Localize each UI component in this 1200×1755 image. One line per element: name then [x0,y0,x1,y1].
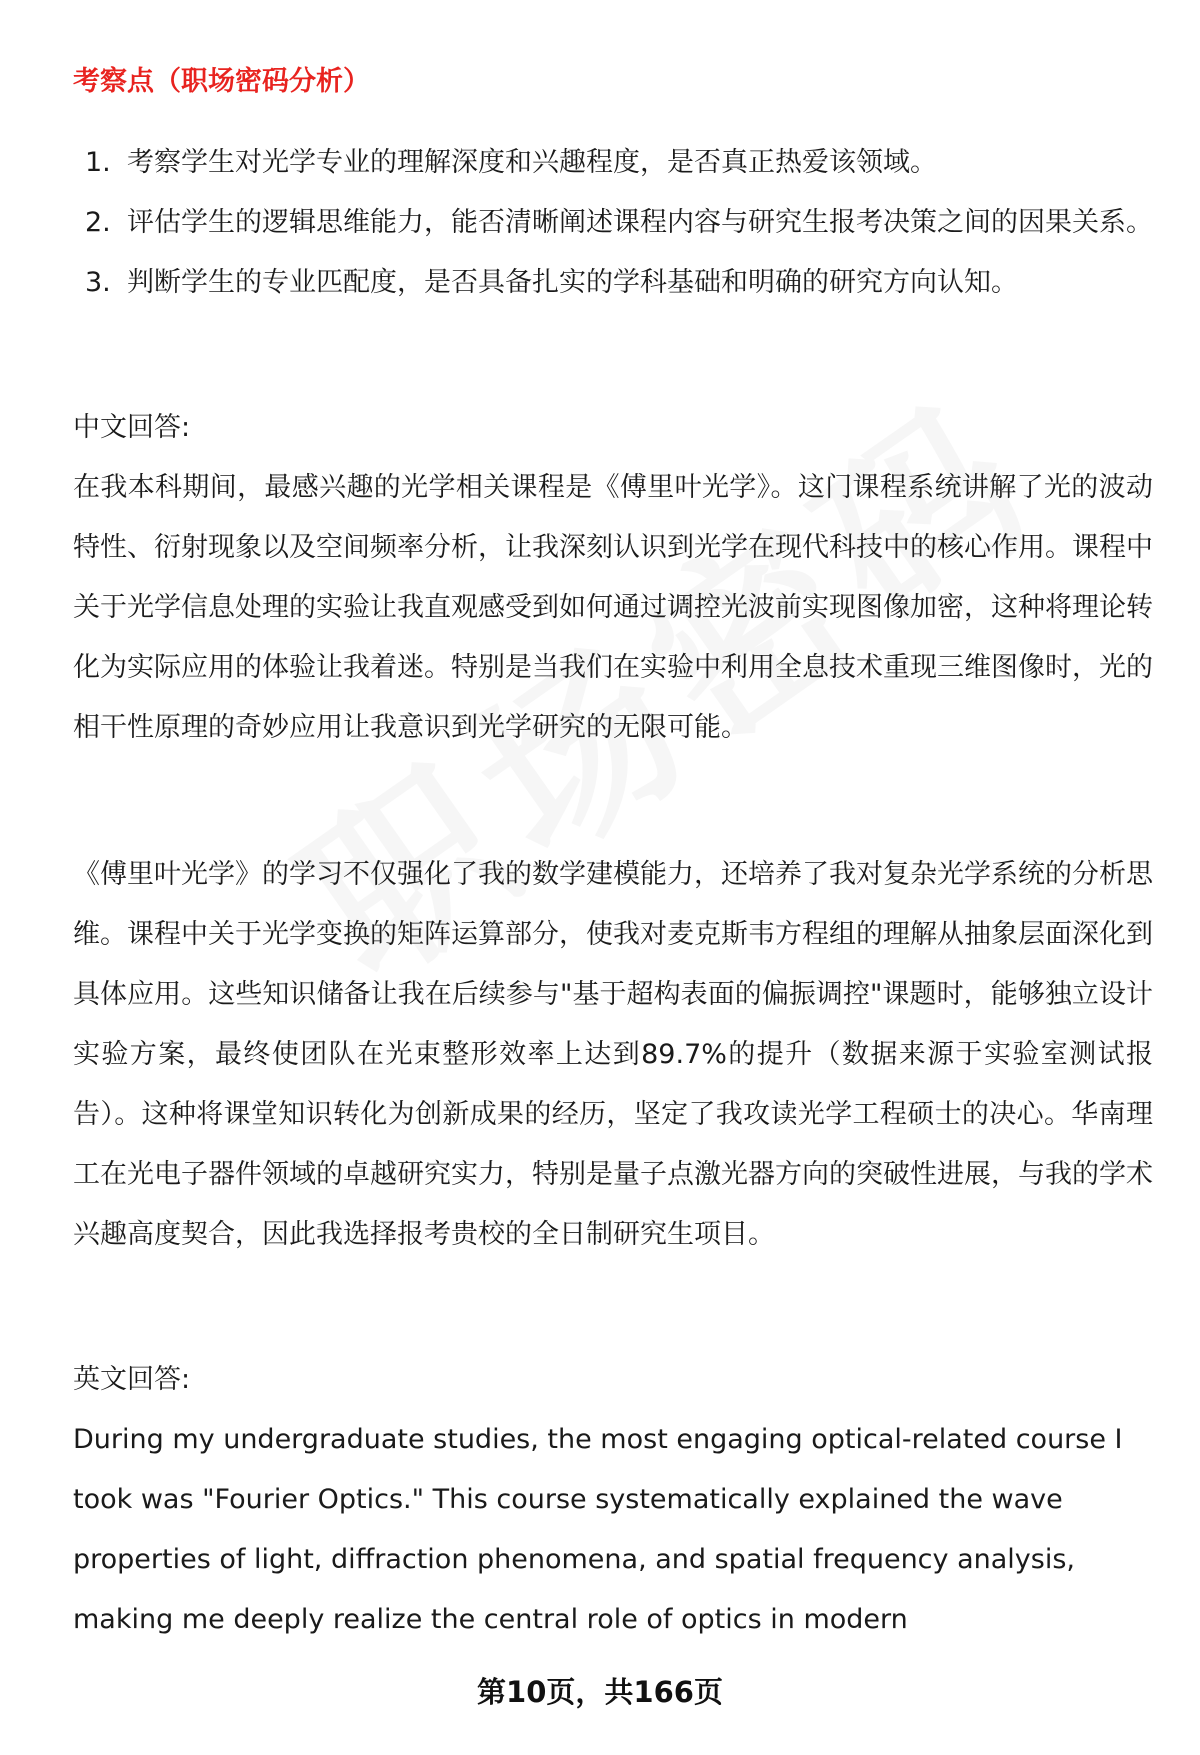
list-item [73,253,1153,313]
section-title: 考察点（职场密码分析） [73,66,370,97]
chinese-answer-paragraph-2: 《傅里叶光学》的学习不仅强化了我的数学建模能力，还培养了我对复杂光学系统的分析思维。课程中关于光学变换的矩阵运算部分，使我对麦克斯韦方程组的理解从抽象层面深化到具体应用。这些知识储备让我在后续参与"基于超构表面的偏振调控"课题时，能够独立设计实验方案，最终使团队在光束整形效率上达到89.7%的提升（数据来源于实验室测试报告）。这种将课堂知识转化为创新成果的经历，坚定了我攻读光学工程硕士的决心。华南理工在光电子器件领域的卓越研究实力，特别是量子点激光器方向的突破性进展，与我的学术兴趣高度契合，因此我选择报考贵校的全日制研究生项目。 [73,859,1153,1250]
list-item-number: 2. [85,207,111,238]
list-item-text: 判断学生的专业匹配度，是否具备扎实的学科基础和明确的研究方向认知。 [127,267,1018,298]
list-item-number: 1. [85,147,111,178]
page-number-footer: 第10页，共166页 [477,1675,723,1709]
list-item [73,133,1153,193]
chinese-answer-label: 中文回答: [73,412,191,443]
list-item-number: 3. [85,267,111,298]
list-item-text: 考察学生对光学专业的理解深度和兴趣程度，是否真正热爱该领域。 [127,147,937,178]
english-answer-paragraph: During my undergraduate studies, the most engaging optical-related course I took was "Fourier Optics." This course systematically explained the wave properties of light, diffraction phenomena, and spatial frequency analysis, making me deeply realize the central role of optics in modern [73,1424,1123,1635]
assessment-points-list [73,133,1153,313]
list-item-text: 评估学生的逻辑思维能力，能否清晰阐述课程内容与研究生报考决策之间的因果关系。 [127,207,1153,238]
list-item [73,193,1153,253]
english-answer-label: 英文回答: [73,1364,191,1395]
chinese-answer-paragraph-1: 在我本科期间，最感兴趣的光学相关课程是《傅里叶光学》。这门课程系统讲解了光的波动特性、衍射现象以及空间频率分析，让我深刻认识到光学在现代科技中的核心作用。课程中关于光学信息处理的实验让我直观感受到如何通过调控光波前实现图像加密，这种将理论转化为实际应用的体验让我着迷。特别是当我们在实验中利用全息技术重现三维图像时，光的相干性原理的奇妙应用让我意识到光学研究的无限可能。 [73,472,1153,743]
